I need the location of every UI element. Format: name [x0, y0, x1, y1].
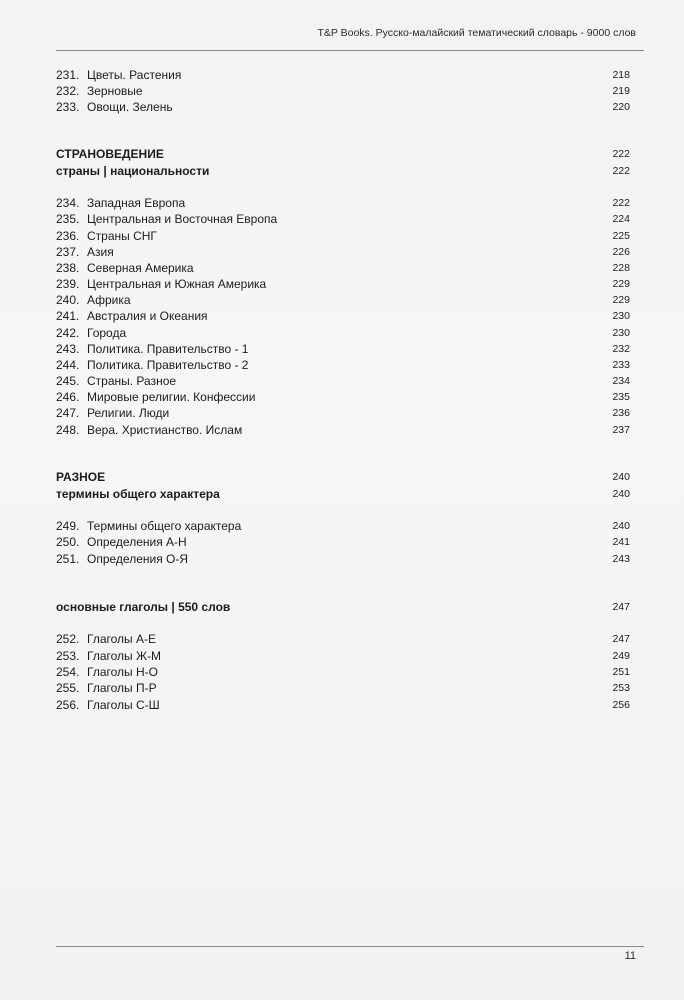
toc-entry-number: 243. — [56, 342, 80, 356]
toc-entry — [56, 99, 630, 115]
toc-entry-page: 219 — [612, 85, 630, 97]
toc-entry-number: 234. — [56, 196, 80, 210]
toc-entry-title: Определения О-Я — [87, 552, 189, 566]
toc-entry — [56, 357, 630, 373]
toc-entry-page: 229 — [612, 278, 630, 290]
toc-section-heading — [56, 486, 630, 502]
toc-entry-page: 228 — [612, 262, 630, 274]
toc-entry-number: 246. — [56, 390, 80, 404]
toc-entry — [56, 389, 630, 405]
toc-section-heading — [56, 469, 630, 485]
toc-entry-page: 230 — [612, 327, 630, 339]
toc-entry-number: 232. — [56, 84, 80, 98]
toc-entry — [56, 631, 630, 647]
toc-entry-page: 235 — [612, 391, 630, 403]
toc-entry-page: 224 — [612, 213, 630, 225]
toc-entry-page: 236 — [612, 407, 630, 419]
toc-entry-page: 234 — [612, 375, 630, 387]
toc-entry-number: 247. — [56, 406, 80, 420]
toc-entry-title: Центральная и Восточная Европа — [87, 212, 278, 226]
toc-entry — [56, 680, 630, 696]
toc-entry — [56, 260, 630, 276]
toc-entry-number: 251. — [56, 552, 80, 566]
toc-entry-page: 247 — [612, 601, 630, 613]
toc-entry-page: 225 — [612, 230, 630, 242]
toc-entry-page: 253 — [612, 682, 630, 694]
toc-entry-title: Азия — [87, 245, 114, 259]
toc-entry-number: 244. — [56, 358, 80, 372]
toc-entry-title: Города — [87, 326, 127, 340]
toc-entry-title: Религии. Люди — [87, 406, 170, 420]
toc-entry-title: основные глаголы | 550 слов — [56, 600, 231, 614]
toc-entry-title: Глаголы Ж-М — [87, 649, 162, 663]
toc-entry-title: Центральная и Южная Америка — [87, 277, 267, 291]
running-header: T&P Books. Русско-малайский тематический словарь - 9000 слов — [317, 27, 636, 39]
toc-entry — [56, 373, 630, 389]
toc-entry-title: Мировые религии. Конфессии — [87, 390, 256, 404]
toc-entry-title: Глаголы А-Е — [87, 632, 156, 646]
toc-entry-title: термины общего характера — [56, 487, 220, 501]
toc-entry-page: 237 — [612, 424, 630, 436]
toc-entry — [56, 341, 630, 357]
toc-entry-number: 250. — [56, 535, 80, 549]
toc-entry-number: 255. — [56, 681, 80, 695]
toc-entry-number: 231. — [56, 68, 80, 82]
toc-entry — [56, 405, 630, 421]
toc-entry-page: 230 — [612, 310, 630, 322]
toc-entry — [56, 534, 630, 550]
toc-entry-number: 239. — [56, 277, 80, 291]
toc-entry-title: Западная Европа — [87, 196, 186, 210]
toc-entry-page: 241 — [612, 536, 630, 548]
toc-entry — [56, 664, 630, 680]
toc-entry-number: 254. — [56, 665, 80, 679]
toc-entry-title: Политика. Правительство - 1 — [87, 342, 249, 356]
toc-entry-number: 249. — [56, 519, 80, 533]
toc-entry — [56, 276, 630, 292]
toc-entry-number: 241. — [56, 309, 80, 323]
toc-section-heading — [56, 163, 630, 179]
toc-entry-page: 222 — [612, 165, 630, 177]
toc-entry-title: Северная Америка — [87, 261, 194, 275]
toc-entry-page: 256 — [612, 699, 630, 711]
toc-entry-title: Политика. Правительство - 2 — [87, 358, 249, 372]
toc-entry-title: Австралия и Океания — [87, 309, 208, 323]
toc-entry-page: 220 — [612, 101, 630, 113]
toc-entry-title: Страны. Разное — [87, 374, 177, 388]
toc-entry-title: Определения А-Н — [87, 535, 187, 549]
toc-entry-title: Глаголы Н-О — [87, 665, 158, 679]
toc-entry-number: 238. — [56, 261, 80, 275]
toc-entry-title: страны | национальности — [56, 164, 210, 178]
toc-entry-title: РАЗНОЕ — [56, 470, 106, 484]
toc-entry-title: Вера. Христианство. Ислам — [87, 423, 243, 437]
header-rule — [56, 50, 644, 51]
toc-entry-title: Глаголы П-Р — [87, 681, 157, 695]
toc-entry-number: 236. — [56, 229, 80, 243]
toc-entry-page: 243 — [612, 553, 630, 565]
toc-entry-page: 247 — [612, 633, 630, 645]
toc-entry — [56, 83, 630, 99]
toc-entry-title: Термины общего характера — [87, 519, 242, 533]
toc-entry — [56, 211, 630, 227]
toc-entry — [56, 518, 630, 534]
toc-section-heading — [56, 599, 630, 615]
toc-entry-page: 226 — [612, 246, 630, 258]
toc-entry-title: Глаголы С-Ш — [87, 698, 160, 712]
toc-entry-number: 245. — [56, 374, 80, 388]
toc-entry-title: СТРАНОВЕДЕНИЕ — [56, 147, 164, 161]
page-number: 11 — [624, 950, 636, 962]
toc-entry-number: 256. — [56, 698, 80, 712]
toc-entry-page: 251 — [612, 666, 630, 678]
toc-section-heading — [56, 146, 630, 162]
toc-entry — [56, 244, 630, 260]
toc-entry-page: 218 — [612, 69, 630, 81]
toc-entry-number: 240. — [56, 293, 80, 307]
toc-entry-page: 222 — [612, 197, 630, 209]
toc-entry-number: 248. — [56, 423, 80, 437]
toc-entry-page: 249 — [612, 650, 630, 662]
toc-entry-title: Овощи. Зелень — [87, 100, 173, 114]
toc-entry — [56, 308, 630, 324]
toc-entry — [56, 292, 630, 308]
toc-entry-number: 242. — [56, 326, 80, 340]
toc-entry — [56, 195, 630, 211]
toc-entry — [56, 648, 630, 664]
toc-entry — [56, 228, 630, 244]
toc-entry-title: Цветы. Растения — [87, 68, 182, 82]
toc-entry-number: 233. — [56, 100, 80, 114]
toc-entry — [56, 422, 630, 438]
toc-entry-page: 240 — [612, 471, 630, 483]
toc-entry — [56, 551, 630, 567]
toc-entry-number: 237. — [56, 245, 80, 259]
toc-entry — [56, 697, 630, 713]
toc-entry — [56, 67, 630, 83]
toc-entry — [56, 325, 630, 341]
toc-entry-page: 240 — [612, 520, 630, 532]
toc-entry-title: Зерновые — [87, 84, 143, 98]
toc-entry-page: 240 — [612, 488, 630, 500]
toc-entry-number: 253. — [56, 649, 80, 663]
toc-entry-page: 232 — [612, 343, 630, 355]
toc-entry-title: Страны СНГ — [87, 229, 157, 243]
toc-entry-number: 252. — [56, 632, 80, 646]
toc-entry-page: 229 — [612, 294, 630, 306]
toc-entry-title: Африка — [87, 293, 131, 307]
toc-entry-number: 235. — [56, 212, 80, 226]
toc-entry-page: 233 — [612, 359, 630, 371]
toc-entry-page: 222 — [612, 148, 630, 160]
footer-rule — [56, 946, 644, 947]
